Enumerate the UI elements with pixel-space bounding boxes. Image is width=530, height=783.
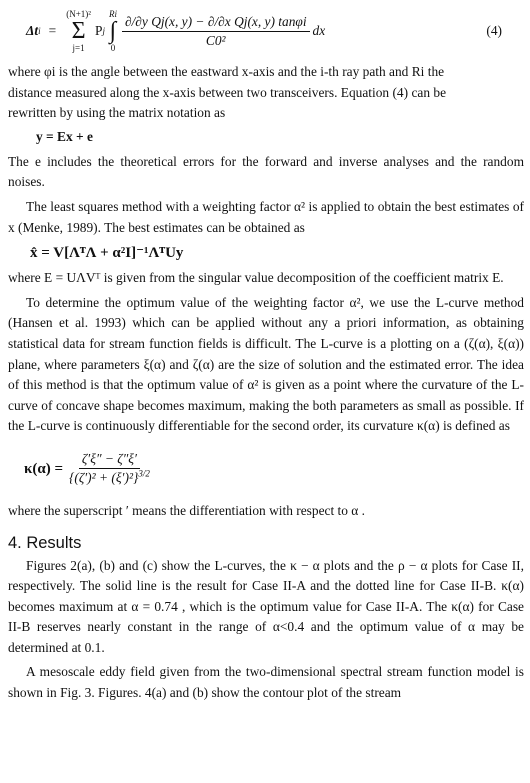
eq-matrix-text: y = Ex + e bbox=[36, 129, 93, 145]
paragraph-2: The e includes the theoretical errors for the forward and inverse analyses and the random noises. bbox=[8, 153, 524, 190]
eq4-integral bbox=[109, 9, 117, 53]
paragraph-6: where the superscript ′ means the differentiation with respect to α . bbox=[8, 502, 365, 518]
eq-kappa-fraction bbox=[66, 450, 153, 487]
eq4-sum bbox=[66, 9, 91, 53]
paragraph-1-line-1: where φi is the angle between the eastward x-axis and the i-th ray path and Ri the bbox=[8, 64, 445, 79]
eq4-sum-bottom: j=1 bbox=[72, 43, 85, 53]
equation-kappa bbox=[8, 437, 524, 501]
paragraph-8: A mesoscale eddy field given from the two-dimensional spectral stream function model is shown in Fig. 3. Figures. 4(a) and (b) show the contour plot of the stream bbox=[8, 664, 524, 701]
eq4-fraction bbox=[122, 13, 310, 50]
eq4-sum-symbol: Σ bbox=[71, 18, 86, 44]
eq-kappa-lhs: κ(α) = bbox=[24, 460, 63, 477]
eq4-denominator: C0² bbox=[205, 32, 226, 48]
eq-kappa-denominator bbox=[66, 469, 153, 487]
eq4-lhs: Δt bbox=[26, 22, 39, 38]
paragraph-5: To determine the optimum value of the weighting factor α², we use the L-curve method (Hansen et al. 1993) which can be applied without any a priori information, as obtaining statistical data for stream function fields is difficult. The L-curve is a plotting on a (ζ(α), ξ(α)) plane, where parameters ξ(α) and ζ(α) are the size of solution and the estimated error. The idea of this method is that the optimum value of α² is given as a point where the curvature of the L-curve of concave shape becomes maximum, making the both parameters as small as possible. If the L-curve is continuously differentiable for the second order, its curvature κ(α) is defined as bbox=[8, 294, 524, 434]
equation-matrix bbox=[8, 124, 524, 152]
paragraph-1-line-3: rewritten by using the matrix notation as bbox=[8, 105, 226, 121]
eq4-dx: dx bbox=[312, 22, 326, 38]
eq4-int-symbol: ∫ bbox=[109, 18, 117, 44]
paragraph-3: The least squares method with a weighting factor α² is applied to obtain the best estimates of x (Menke, 1989). The best estimates can be obtained as bbox=[8, 198, 524, 235]
eq4-int-bottom: 0 bbox=[110, 43, 116, 53]
eq-estimate-text: x̂ = V[ΛᵀΛ + α²I]⁻¹ΛᵀUy bbox=[30, 244, 184, 261]
eq4-equals: = bbox=[48, 22, 57, 38]
eq4-sum-top: (N+1)² bbox=[66, 9, 91, 19]
paragraph-7: Figures 2(a), (b) and (c) show the L-curves, the κ − α plots and the ρ − α plots for Case II, respectively. The solid line is the result for Case II-A and the dotted line for Case II-B. κ(α) becomes maximum at α = 0.74 , which is the optimum value for Case II-A. The κ(α) for Case II-B reserves nearly constant in the range of α<0.4 and the optimum value of α may be determined at 0.1. bbox=[8, 557, 524, 655]
eq4-int-top: Ri bbox=[108, 9, 117, 19]
eq-kappa-den-text: {(ζ′)² + (ξ′)²} bbox=[69, 470, 139, 486]
paragraph-1-line-2: distance measured along the x-axis between two transceivers. Equation (4) can be bbox=[8, 84, 447, 100]
paragraph-4: where E = UΛVᵀ is given from the singular value decomposition of the coefficient matrix E. bbox=[8, 270, 504, 286]
eq4-numerator: ∂/∂y Qj(x, y) − ∂/∂x Qj(x, y) tanφi bbox=[122, 13, 310, 32]
eq4-p: P bbox=[94, 22, 103, 38]
section-title: 4. Results bbox=[8, 533, 82, 552]
eq-kappa-exponent: 3/2 bbox=[138, 468, 150, 479]
eq-kappa-numerator: ζ′ξ″ − ζ″ξ′ bbox=[79, 450, 140, 469]
equation-estimate bbox=[8, 238, 524, 268]
eq4-number: (4) bbox=[486, 22, 502, 38]
equation-4: Δt i = (N+1)² Σ j=1 P j Ri ∫ 0 $\frac{\text{∂/∂y Qj(x, y) − ∂/∂x Qj(x, y) tanφi}}{\text{C0²}}$ dx (4) bbox=[26, 9, 502, 53]
